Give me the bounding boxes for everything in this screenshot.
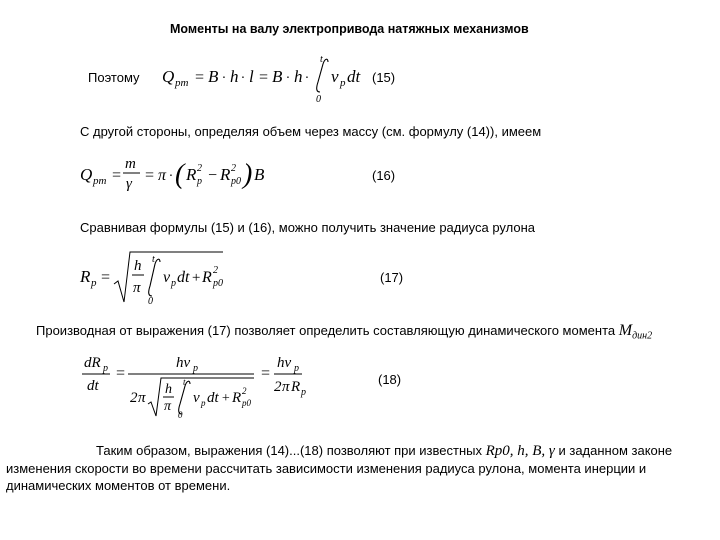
svg-text:hν: hν	[277, 355, 292, 371]
svg-text:0: 0	[178, 410, 183, 418]
svg-text:): )	[243, 159, 253, 190]
svg-text:·: ·	[305, 71, 309, 86]
formula-15	[160, 52, 365, 104]
formula-16	[78, 150, 278, 198]
svg-text:p0: p0	[231, 176, 241, 187]
svg-text:=: =	[258, 69, 269, 86]
svg-text:p: p	[171, 278, 176, 289]
svg-text:Q: Q	[80, 165, 93, 184]
text-therefore: Поэтому	[88, 70, 140, 85]
svg-text:p0: p0	[242, 398, 251, 408]
svg-text:·: ·	[169, 169, 173, 184]
svg-text:2: 2	[197, 163, 202, 174]
svg-text:0: 0	[316, 94, 321, 104]
svg-text:p: p	[193, 363, 198, 374]
svg-text:ν: ν	[163, 269, 171, 286]
svg-text:=: =	[115, 365, 126, 382]
svg-text:R: R	[202, 269, 212, 286]
conclusion-vars: Rp0, h, B, γ	[485, 443, 555, 459]
svg-text:R: R	[80, 267, 91, 286]
svg-text:h: h	[294, 67, 303, 86]
conclusion-line3: динамических моментов от времени.	[6, 478, 231, 493]
svg-text:l: l	[249, 67, 254, 86]
svg-text:ν: ν	[193, 390, 200, 406]
svg-text:B: B	[272, 67, 283, 86]
svg-text:=: =	[260, 365, 271, 382]
svg-text:π: π	[133, 280, 141, 296]
svg-text:π: π	[138, 390, 146, 406]
svg-text:+: +	[191, 270, 202, 286]
conclusion-part2: и заданном законе	[558, 443, 673, 458]
text-comparing: Сравнивая формулы (15) и (16), можно получить значение радиуса рулона	[80, 220, 535, 235]
svg-text:2: 2	[274, 379, 282, 395]
svg-text:B: B	[254, 165, 265, 184]
svg-text:0: 0	[148, 296, 153, 307]
svg-text:t: t	[320, 54, 323, 65]
svg-text:m: m	[125, 156, 136, 172]
svg-text:=: =	[111, 167, 122, 184]
svg-text:pm: pm	[175, 77, 189, 89]
svg-text:h: h	[165, 382, 172, 397]
svg-text:π: π	[158, 167, 167, 184]
conclusion-line2: изменения скорости во времени рассчитать зависимости изменения радиуса рулона, момента инерции и	[6, 461, 647, 476]
svg-text:=: =	[194, 69, 205, 86]
svg-text:R: R	[232, 390, 242, 406]
svg-text:dt: dt	[177, 269, 190, 286]
page-title: Моменты на валу электропривода натяжных механизмов	[170, 22, 529, 36]
svg-text:p: p	[91, 277, 97, 289]
equation-number-16: (16)	[372, 168, 396, 183]
equation-number-15: (15)	[372, 70, 396, 85]
text-other-side: С другой стороны, определяя объем через массу (см. формулу (14)), имеем	[80, 124, 542, 139]
svg-text:p: p	[340, 77, 346, 89]
svg-text:2: 2	[130, 390, 138, 406]
conclusion-part1: Таким образом, выражения (14)...(18) позволяют при известных	[96, 443, 482, 458]
svg-text:t: t	[183, 377, 186, 387]
svg-text:2: 2	[213, 265, 218, 276]
svg-text:π: π	[282, 379, 290, 395]
conclusion-paragraph	[6, 442, 716, 494]
svg-text:π: π	[164, 399, 172, 414]
svg-text:h: h	[230, 67, 239, 86]
svg-text:dt: dt	[207, 390, 219, 406]
svg-text:dt: dt	[87, 378, 99, 394]
equation-number-17: (17)	[380, 270, 404, 285]
m-dyn2-subscript: дин2	[632, 330, 653, 342]
svg-text:ν: ν	[331, 67, 339, 86]
svg-text:(: (	[175, 159, 185, 190]
svg-text:−: −	[207, 167, 218, 184]
svg-text:Q: Q	[162, 67, 175, 86]
svg-text:·: ·	[286, 71, 290, 86]
svg-text:p: p	[103, 363, 108, 374]
text-derivative	[36, 322, 652, 342]
formula-18	[78, 348, 318, 418]
m-dyn2-symbol: M	[618, 322, 633, 339]
svg-text:p0: p0	[213, 278, 223, 289]
svg-text:dt: dt	[347, 67, 361, 86]
svg-text:h: h	[134, 258, 142, 274]
svg-text:B: B	[208, 67, 219, 86]
svg-text:p: p	[201, 398, 206, 408]
svg-text:t: t	[152, 254, 155, 265]
svg-text:p: p	[197, 176, 202, 187]
svg-text:hν: hν	[176, 355, 191, 371]
svg-text:p: p	[294, 363, 299, 374]
text-derivative-body: Производная от выражения (17) позволяет определить составляющую динамического момента	[36, 323, 616, 338]
svg-text:2: 2	[231, 163, 236, 174]
svg-text:·: ·	[222, 71, 226, 86]
svg-text:γ: γ	[126, 176, 132, 192]
svg-text:=: =	[100, 269, 111, 286]
svg-text:dR: dR	[84, 355, 101, 371]
svg-text:=: =	[144, 167, 155, 184]
equation-number-18: (18)	[378, 372, 402, 387]
svg-text:p: p	[301, 387, 306, 398]
svg-text:2: 2	[242, 386, 247, 396]
formula-17	[78, 246, 238, 308]
svg-text:·: ·	[241, 71, 245, 86]
svg-text:+: +	[221, 391, 231, 406]
svg-text:R: R	[220, 165, 231, 184]
svg-text:pm: pm	[93, 175, 107, 187]
svg-text:R: R	[291, 379, 301, 395]
svg-text:R: R	[186, 165, 197, 184]
